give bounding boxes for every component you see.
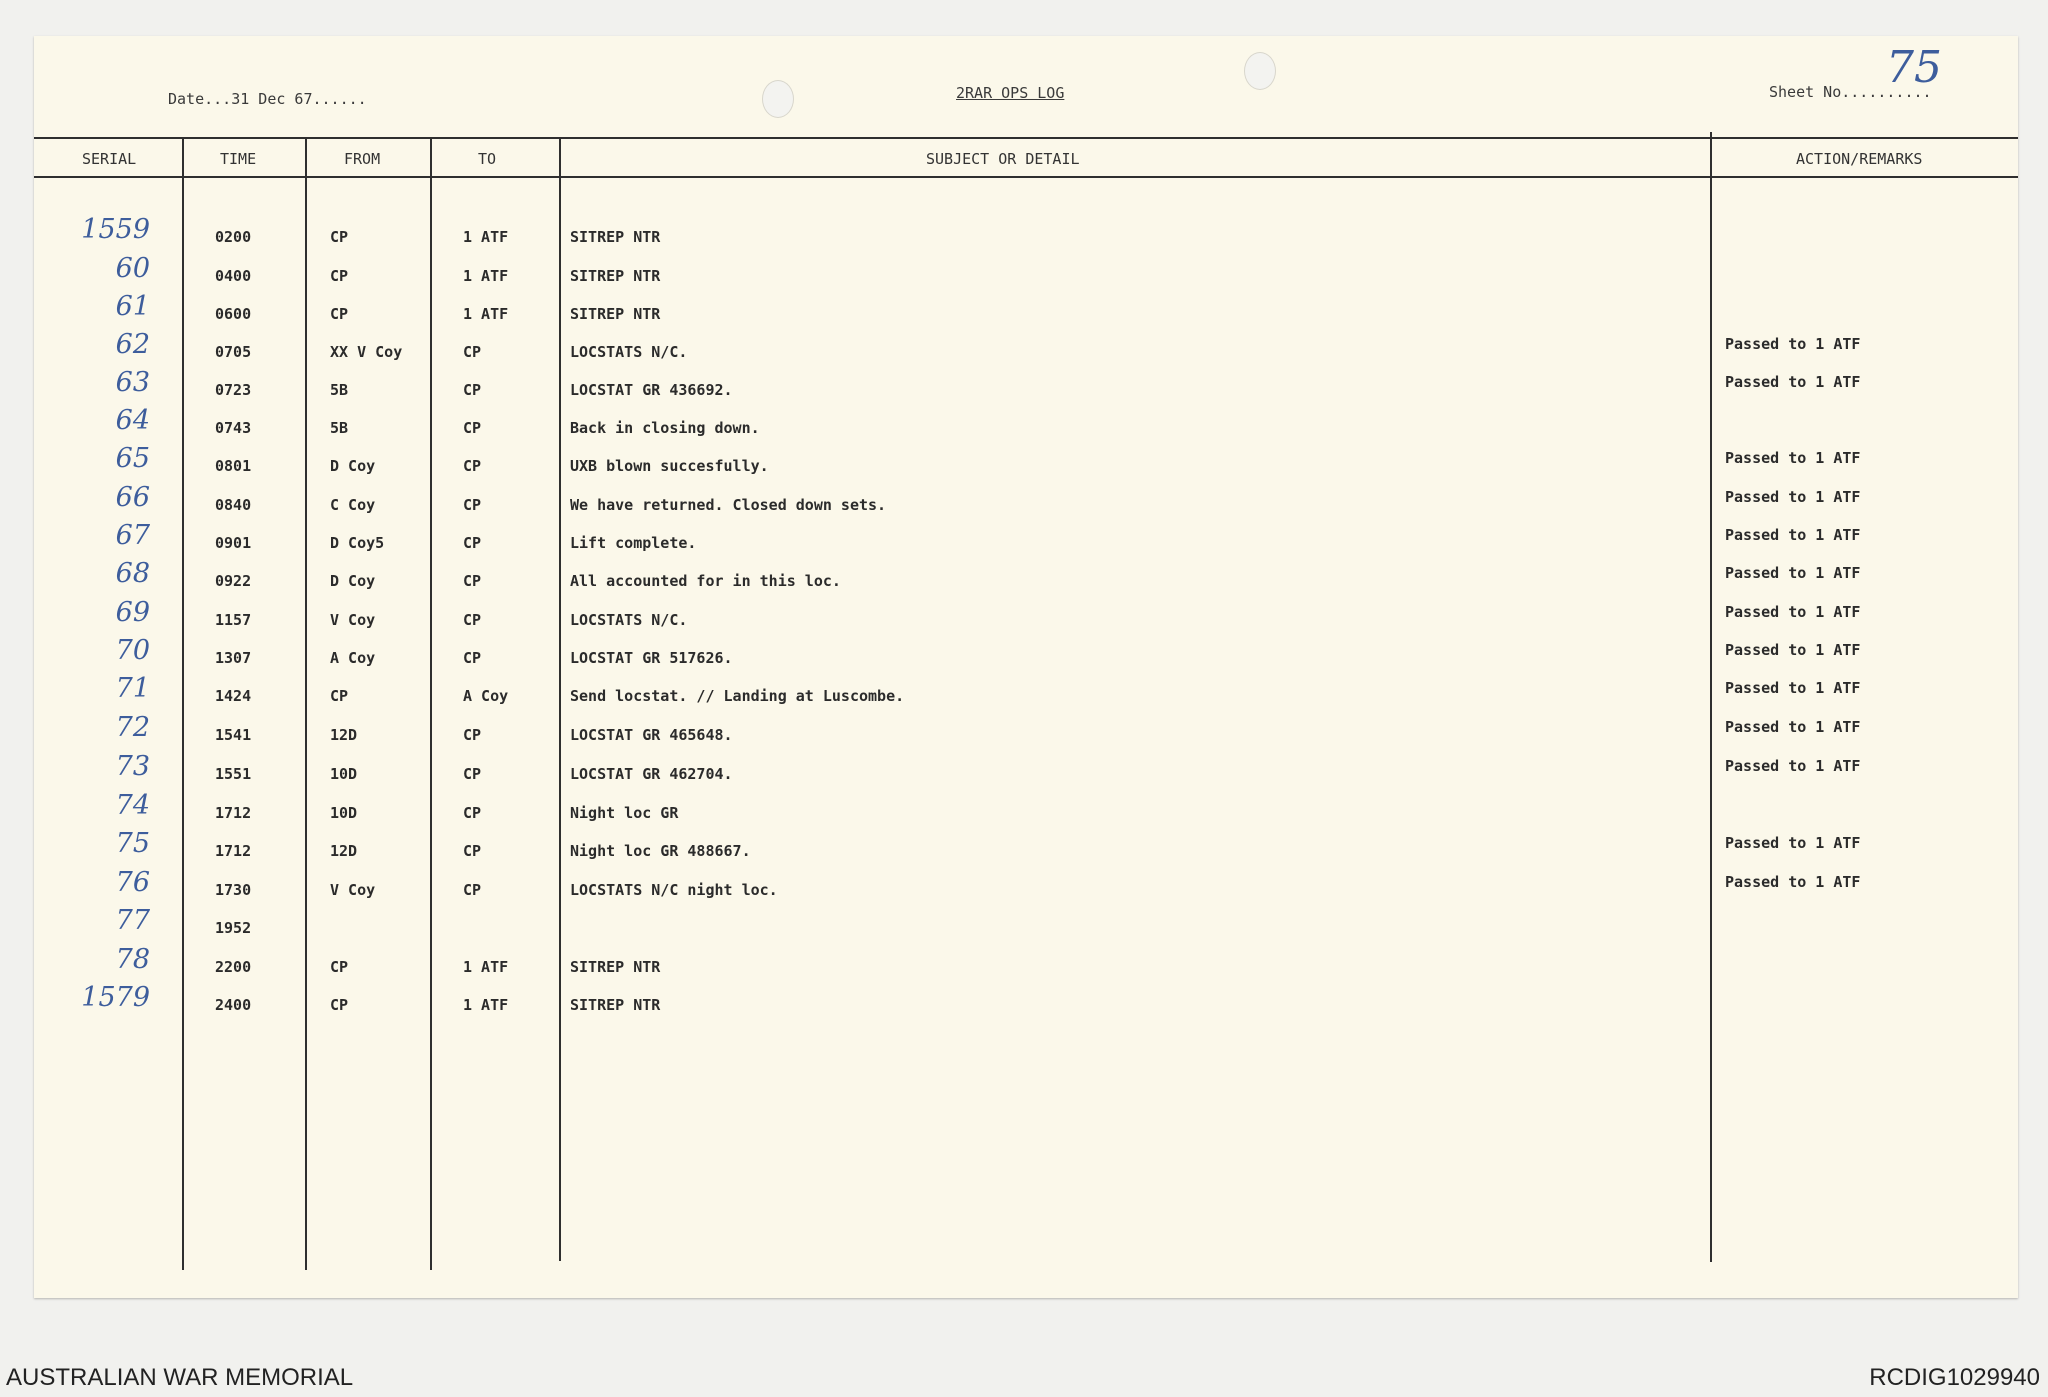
row-time: 1541: [215, 726, 252, 744]
col-divider-2: [305, 137, 307, 1270]
row-from: 10D: [330, 765, 358, 783]
row-from: 10D: [330, 804, 358, 822]
row-subject: Night loc GR: [570, 804, 679, 822]
row-serial: 61: [115, 291, 150, 322]
header-rule-top: [34, 137, 2018, 139]
row-action: Passed to 1 ATF: [1725, 526, 1861, 544]
row-action: Passed to 1 ATF: [1725, 873, 1861, 891]
row-subject: Back in closing down.: [570, 419, 760, 437]
row-action: Passed to 1 ATF: [1725, 335, 1861, 353]
row-to: CP: [463, 534, 482, 552]
row-time: 1712: [215, 804, 252, 822]
row-serial: 64: [115, 405, 150, 436]
col-divider-4: [559, 137, 561, 1261]
row-time: 0840: [215, 496, 252, 514]
footer-record-id: RCDIG1029940: [1869, 1364, 2040, 1391]
row-action: Passed to 1 ATF: [1725, 641, 1861, 659]
row-from: 12D: [330, 726, 358, 744]
row-action: Passed to 1 ATF: [1725, 564, 1861, 582]
row-time: 0400: [215, 267, 252, 285]
row-to: CP: [463, 496, 482, 514]
row-subject: Send locstat. // Landing at Luscombe.: [570, 687, 905, 705]
row-time: 0200: [215, 228, 252, 246]
row-to: CP: [463, 649, 482, 667]
row-serial: 77: [115, 905, 150, 936]
row-from: CP: [330, 305, 349, 323]
row-from: CP: [330, 267, 349, 285]
row-from: 12D: [330, 842, 358, 860]
col-header-from: FROM: [344, 150, 381, 168]
row-to: CP: [463, 419, 482, 437]
row-subject: We have returned. Closed down sets.: [570, 496, 887, 514]
row-subject: LOCSTAT GR 465648.: [570, 726, 733, 744]
col-header-time: TIME: [220, 150, 257, 168]
row-subject: SITREP NTR: [570, 958, 661, 976]
col-header-to: TO: [478, 150, 497, 168]
row-subject: LOCSTAT GR 462704.: [570, 765, 733, 783]
row-serial: 68: [115, 558, 150, 589]
row-action: Passed to 1 ATF: [1725, 449, 1861, 467]
row-to: A Coy: [463, 687, 509, 705]
row-subject: Lift complete.: [570, 534, 697, 552]
row-time: 1952: [215, 919, 252, 937]
row-from: C Coy: [330, 496, 376, 514]
row-serial: 71: [115, 673, 150, 704]
row-action: Passed to 1 ATF: [1725, 679, 1861, 697]
row-serial: 74: [115, 790, 150, 821]
row-from: 5B: [330, 419, 349, 437]
row-from: A Coy: [330, 649, 376, 667]
row-serial: 72: [115, 712, 150, 743]
row-time: 1551: [215, 765, 252, 783]
row-to: CP: [463, 611, 482, 629]
row-serial: 76: [115, 867, 150, 898]
row-to: CP: [463, 842, 482, 860]
row-from: D Coy: [330, 572, 376, 590]
punch-hole-left: [762, 80, 794, 118]
row-subject: LOCSTATS N/C.: [570, 343, 688, 361]
row-subject: LOCSTAT GR 436692.: [570, 381, 733, 399]
row-serial: 1559: [81, 214, 150, 245]
row-from: V Coy: [330, 881, 376, 899]
row-to: CP: [463, 381, 482, 399]
row-time: 0743: [215, 419, 252, 437]
sheet-label: Sheet No..........: [1769, 83, 1932, 101]
col-header-serial: SERIAL: [82, 150, 137, 168]
row-time: 0723: [215, 381, 252, 399]
log-title: 2RAR OPS LOG: [956, 84, 1065, 102]
row-time: 2400: [215, 996, 252, 1014]
row-serial: 63: [115, 367, 150, 398]
col-divider-3: [430, 137, 432, 1270]
row-action: Passed to 1 ATF: [1725, 834, 1861, 852]
row-time: 1730: [215, 881, 252, 899]
row-to: CP: [463, 572, 482, 590]
row-serial: 70: [115, 635, 150, 666]
col-header-action: ACTION/REMARKS: [1796, 150, 1923, 168]
row-to: CP: [463, 343, 482, 361]
row-time: 0705: [215, 343, 252, 361]
row-subject: SITREP NTR: [570, 996, 661, 1014]
row-to: CP: [463, 726, 482, 744]
row-to: CP: [463, 804, 482, 822]
row-serial: 78: [115, 944, 150, 975]
footer-credit: AUSTRALIAN WAR MEMORIAL: [6, 1364, 354, 1391]
document-sheet: [34, 36, 2018, 1298]
sheet-number: 75: [1886, 42, 1942, 93]
row-to: 1 ATF: [463, 228, 509, 246]
row-subject: LOCSTAT GR 517626.: [570, 649, 733, 667]
row-to: CP: [463, 881, 482, 899]
col-divider-5: [1710, 132, 1712, 1262]
row-action: Passed to 1 ATF: [1725, 757, 1861, 775]
row-action: Passed to 1 ATF: [1725, 718, 1861, 736]
col-header-subject: SUBJECT OR DETAIL: [926, 150, 1080, 168]
header-rule-bottom: [34, 176, 2018, 178]
row-from: D Coy5: [330, 534, 385, 552]
row-time: 1307: [215, 649, 252, 667]
row-serial: 66: [115, 482, 150, 513]
row-to: 1 ATF: [463, 996, 509, 1014]
col-divider-1: [182, 137, 184, 1270]
row-subject: SITREP NTR: [570, 228, 661, 246]
row-time: 0600: [215, 305, 252, 323]
row-to: 1 ATF: [463, 267, 509, 285]
row-from: D Coy: [330, 457, 376, 475]
row-from: CP: [330, 996, 349, 1014]
row-to: CP: [463, 765, 482, 783]
row-action: Passed to 1 ATF: [1725, 373, 1861, 391]
row-to: 1 ATF: [463, 305, 509, 323]
row-subject: All accounted for in this loc.: [570, 572, 841, 590]
row-from: CP: [330, 958, 349, 976]
punch-hole-right: [1244, 52, 1276, 90]
row-time: 2200: [215, 958, 252, 976]
row-serial: 73: [115, 751, 150, 782]
row-time: 1157: [215, 611, 252, 629]
row-subject: Night loc GR 488667.: [570, 842, 751, 860]
row-serial: 1579: [81, 982, 150, 1013]
row-subject: SITREP NTR: [570, 267, 661, 285]
row-serial: 75: [115, 828, 150, 859]
row-from: 5B: [330, 381, 349, 399]
row-serial: 69: [115, 597, 150, 628]
row-from: CP: [330, 687, 349, 705]
row-time: 0922: [215, 572, 252, 590]
row-subject: UXB blown succesfully.: [570, 457, 769, 475]
row-to: CP: [463, 457, 482, 475]
row-subject: LOCSTATS N/C night loc.: [570, 881, 778, 899]
row-serial: 62: [115, 329, 150, 360]
row-serial: 67: [115, 520, 150, 551]
row-from: XX V Coy: [330, 343, 403, 361]
row-subject: SITREP NTR: [570, 305, 661, 323]
row-serial: 65: [115, 443, 150, 474]
row-from: CP: [330, 228, 349, 246]
log-date: Date...31 Dec 67......: [168, 90, 367, 108]
row-to: 1 ATF: [463, 958, 509, 976]
row-action: Passed to 1 ATF: [1725, 488, 1861, 506]
row-action: Passed to 1 ATF: [1725, 603, 1861, 621]
row-subject: LOCSTATS N/C.: [570, 611, 688, 629]
row-time: 0801: [215, 457, 252, 475]
row-from: V Coy: [330, 611, 376, 629]
row-time: 1424: [215, 687, 252, 705]
row-time: 1712: [215, 842, 252, 860]
row-time: 0901: [215, 534, 252, 552]
row-serial: 60: [115, 253, 150, 284]
